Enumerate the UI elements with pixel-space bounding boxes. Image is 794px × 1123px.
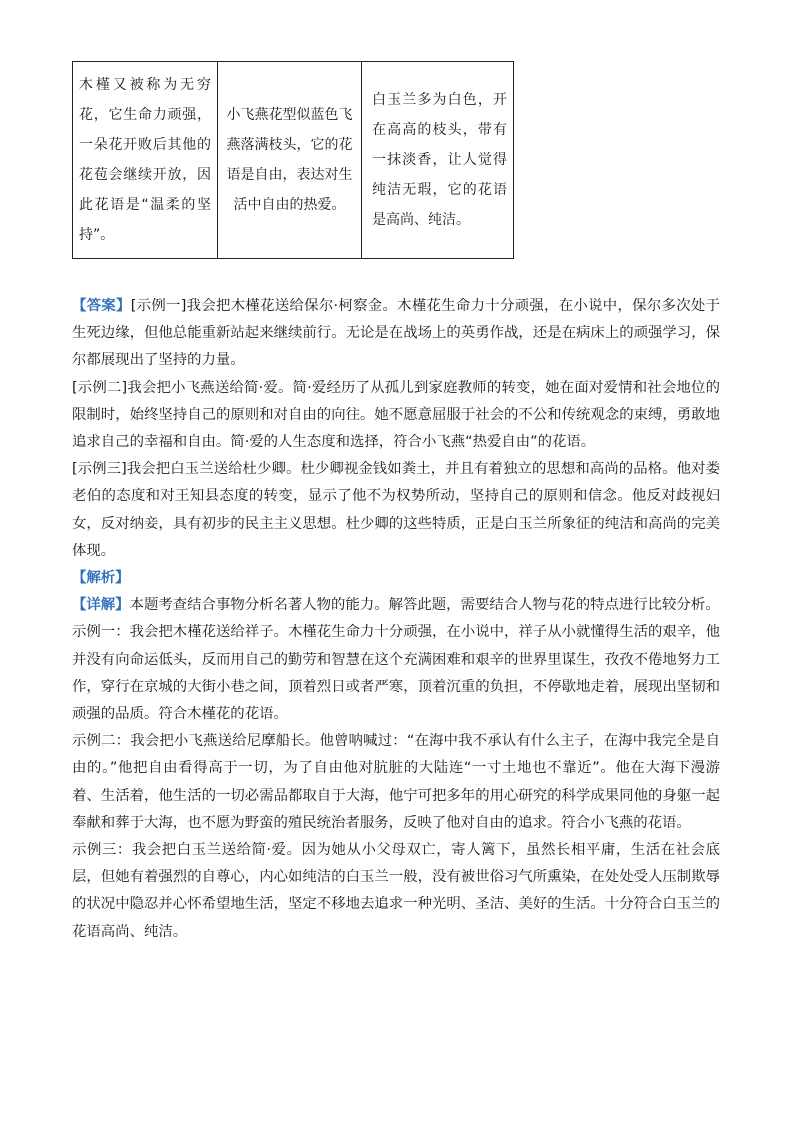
analysis-tag: 【解析】 [72,570,130,587]
analysis-example-2: 示例二：我会把小飞燕送给尼摩船长。他曾呐喊过：“在海中我不承认有什么主子，在海中我完全是自由的。”他把自由看得高于一切，为了自由他对肮脏的大陆连“一寸土地也不靠近”。他在大海下漫游着、生活着，他生活的一切必需品都取自于大海，他宁可把多年的用心研究的科学成果同他的身躯一起奉献和葬于大海，也不愿为野蛮的殖民统治者服务，反映了他对自由的追求。符合小飞燕的花语。 [72,733,720,831]
table-cell-hibiscus: 木槿又被称为无穷花，它生命力顽强，一朵花开败后其他的花苞会继续开放，因此花语是“温柔的坚持”。 [73,62,218,259]
answer-example-2: [示例二]我会把小飞燕送给简·爱。简·爱经历了从孤儿到家庭教师的转变，她在面对爱情和社会地位的限制时，始终坚持自己的原则和对自由的向往。她不愿意屈服于社会的不公和传统观念的束缚，勇敢地追求自己的幸福和自由。简·爱的人生态度和选择，符合小飞燕“热爱自由”的花语。 [72,379,720,451]
analysis-example-1: 示例一：我会把木槿花送给祥子。木槿花生命力十分顽强，在小说中，祥子从小就懂得生活的艰辛，他并没有向命运低头，反而用自己的勤劳和智慧在这个充满困难和艰辛的世界里谋生，孜孜不倦地努力工作，穿行在京城的大街小巷之间，顶着烈日或者严寒，顶着沉重的负担，不停歇地走着，展现出坚韧和顽强的品质。符合木槿花的花语。 [72,624,720,723]
answer-example-3: [示例三]我会把白玉兰送给杜少卿。杜少卿视金钱如粪土，并且有着独立的思想和高尚的品格。他对娄老伯的态度和对王知县态度的转变，显示了他不为权势所动，坚持自己的原则和信念。他反对歧视妇女，反对纳妾，具有初步的民主主义思想。杜少卿的这些特质，正是白玉兰所象征的纯洁和高尚的完美体现。 [72,461,720,559]
detail-tag: 【详解】 [72,597,130,614]
table-cell-larkspur: 小飞燕花型似蓝色飞燕落满枝头，它的花语是自由，表达对生活中自由的热爱。 [218,62,362,259]
table-row [73,62,514,259]
analysis-heading [72,565,720,592]
analysis-example-3: 示例三：我会把白玉兰送给简·爱。因为她从小父母双亡，寄人篱下，虽然长相平庸，生活在社会底层，但她有着强烈的自尊心，内心如纯洁的白玉兰一般，没有被世俗习气所熏染，在处处受人压制欺辱的状况中隐忍并心怀希望地生活，坚定不移地去追求一种光明、圣洁、美好的生活。十分符合白玉兰的花语高尚、纯洁。 [72,842,720,940]
answer-analysis-body [72,293,720,946]
table-cell-magnolia: 白玉兰多为白色，开在高高的枝头，带有一抹淡香，让人觉得纯洁无瑕，它的花语是高尚、纯洁。 [362,62,514,259]
analysis-detail: 【详解】本题考查结合事物分析名著人物的能力。解答此题，需要结合人物与花的特点进行比较分析。 [72,597,720,614]
answer-tag: 【答案】 [72,298,131,314]
answer-example-1: 【答案】[示例一]我会把木槿花送给保尔·柯察金。木槿花生命力十分顽强，在小说中，保尔多次处于生死边缘，但他总能重新站起来继续前行。无论是在战场上的英勇作战，还是在病床上的顽强学习，保尔都展现出了坚持的力量。 [72,298,720,369]
flower-language-table [72,61,514,259]
